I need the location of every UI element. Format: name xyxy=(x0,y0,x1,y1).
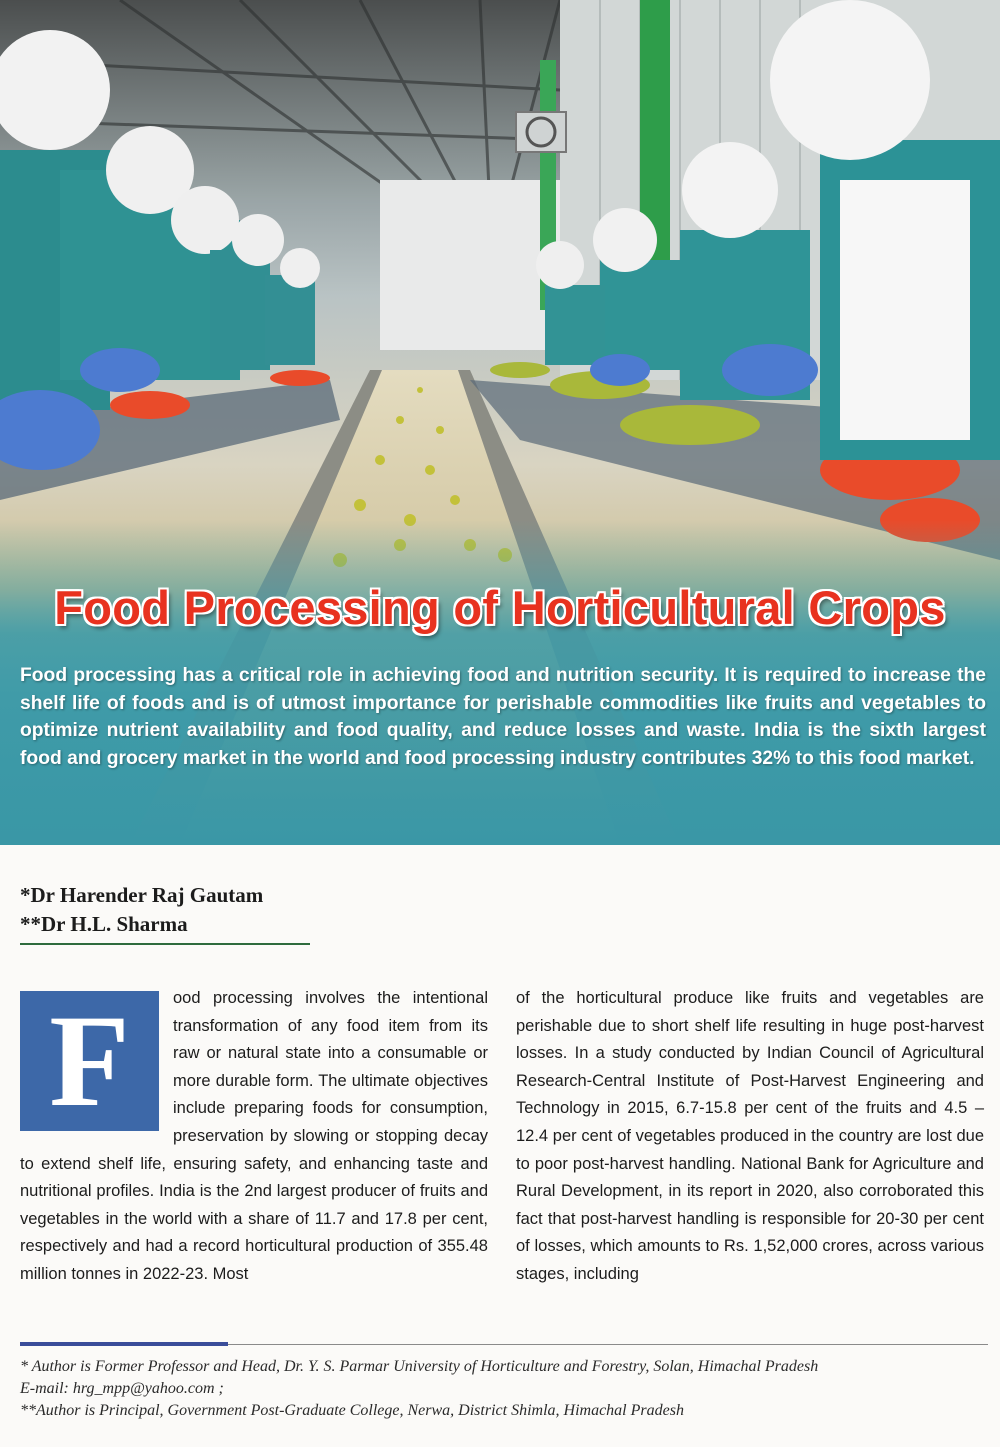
body-column-right xyxy=(516,985,984,1289)
footnote: * Author is Former Professor and Head, Dr. Y. S. Parmar University of Horticulture and Forestry, Solan, Himachal Pradesh xyxy=(20,1358,819,1375)
author-name: *Dr Harender Raj Gautam xyxy=(20,883,264,907)
drop-cap: F xyxy=(20,991,159,1131)
footnote-rule xyxy=(228,1344,988,1345)
footnotes xyxy=(20,1356,990,1422)
author-divider xyxy=(20,943,310,945)
footnote: **Author is Principal, Government Post-Graduate College, Nerwa, District Shimla, Himachal Pradesh xyxy=(20,1402,684,1419)
author-name: **Dr H.L. Sharma xyxy=(20,912,188,936)
body-text-left: ood processing involves the intentional transformation of any food item from its raw or natural state into a consumable or more durable form. The ultimate objectives include preparing foods for consumption, preservation by slowing or stopping decay to extend shelf life, ensuring safety, and enhancing taste and nutritional profiles. India is the 2nd largest producer of fruits and vegetables in the world with a share of 11.7 and 17.8 per cent, respectively and had a record horticultural production of 355.48 million tonnes in 2022-23. Most xyxy=(20,989,488,1283)
article-lead-paragraph: Food processing has a critical role in achieving food and nutrition security. It is required to increase the shelf life of foods and is of utmost importance for perishable commodities like fruits and vegetables to optimize nutrient availability and food quality, and reduce losses and waste. India is the sixth largest food and grocery market in the world and food processing industry contributes 32% to this food market. xyxy=(20,665,986,769)
author-list xyxy=(20,881,263,939)
body-column-left xyxy=(20,985,488,1289)
footnote-email: E-mail: hrg_mpp@yahoo.com ; xyxy=(20,1380,224,1397)
body-text-right: of the horticultural produce like fruits and vegetables are perishable due to short shelf life resulting in huge post-harvest losses. In a study conducted by Indian Council of Agricultural Research-Central Institute of Post-Harvest Engineering and Technology in 2015, 6.7-15.8 per cent of the fruits and 4.5 – 12.4 per cent of vegetables produced in the country are lost due to poor post-harvest handling. National Bank for Agriculture and Rural Development, in its report in 2020, also corroborated this fact that post-harvest handling is responsible for 20-30 per cent of losses, which amounts to Rs. 1,52,000 crores, across various stages, including xyxy=(516,989,984,1283)
article-title: Food Processing of Horticultural Crops xyxy=(54,581,946,634)
footnote-rule-accent xyxy=(20,1342,228,1346)
